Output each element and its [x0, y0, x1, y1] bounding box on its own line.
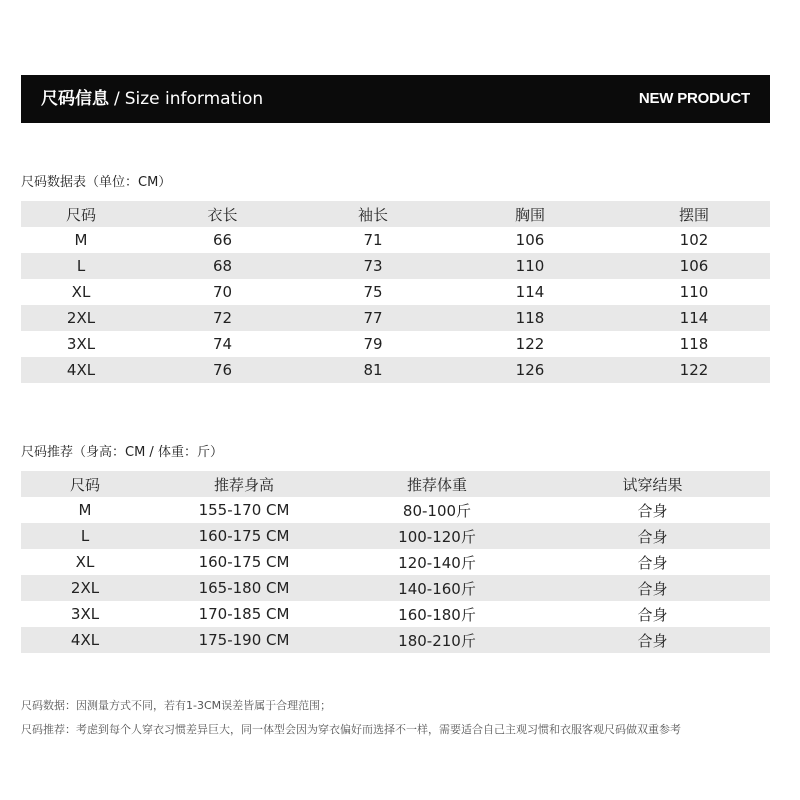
table-cell: 79 [363, 335, 383, 353]
table-header-row [21, 471, 770, 497]
table-cell: 120-140斤 [398, 553, 476, 572]
table-cell: 110 [442, 253, 618, 279]
table-cell: 合身 [637, 501, 668, 520]
table-row [21, 279, 770, 305]
table-cell: 106 [515, 231, 545, 249]
column-header: 尺码 [21, 471, 149, 497]
table-cell: 160-180斤 [398, 605, 476, 624]
notes-section [21, 694, 681, 742]
column-header: 胸围 [442, 201, 618, 227]
column-header: 衣长 [141, 201, 304, 227]
table-cell: 合身 [535, 627, 770, 653]
table-header-row [21, 201, 770, 227]
table-cell: 114 [618, 305, 770, 331]
table-cell: 4XL [21, 627, 149, 653]
table-cell: 180-210斤 [339, 627, 535, 653]
header-title-en: Size information [124, 89, 264, 109]
table-cell: 合身 [637, 553, 668, 572]
table-cell: 126 [442, 357, 618, 383]
note-recommendation: 尺码推荐：考虑到每个人穿衣习惯差异巨大，同一体型会因为穿衣偏好而选择不一样，需要适合自己主观习惯和衣服客观尺码做双重参考 [21, 723, 681, 736]
size-recommend-table [21, 471, 770, 653]
table-cell: 170-185 CM [198, 605, 290, 623]
table-row [21, 253, 770, 279]
column-header: 推荐体重 [339, 471, 535, 497]
table-cell: 合身 [535, 523, 770, 549]
table-cell: 合身 [535, 575, 770, 601]
table-cell: 2XL [21, 305, 141, 331]
column-header: 摆围 [618, 201, 770, 227]
table-cell: 74 [212, 335, 233, 353]
header-title [41, 75, 263, 123]
table-cell: 106 [618, 253, 770, 279]
table-cell: L [21, 253, 141, 279]
table-cell: 81 [304, 357, 442, 383]
header-title-cn: 尺码信息 [41, 89, 109, 109]
table-cell: 110 [679, 283, 709, 301]
table-cell: 71 [363, 231, 383, 249]
table-cell: 140-160斤 [339, 575, 535, 601]
table-cell: XL [71, 283, 91, 301]
table-cell: 114 [515, 283, 545, 301]
table-cell: 122 [515, 335, 545, 353]
table-cell: 72 [141, 305, 304, 331]
table-cell: 160-175 CM [149, 523, 339, 549]
table-cell: L [21, 523, 149, 549]
table-row [21, 305, 770, 331]
table-cell: 118 [442, 305, 618, 331]
header-banner [21, 75, 770, 123]
table-cell: M [78, 501, 92, 519]
table-cell: 70 [212, 283, 233, 301]
table-cell: 68 [141, 253, 304, 279]
table-cell: XL [75, 553, 95, 571]
table-row [21, 627, 770, 653]
table-cell: 122 [618, 357, 770, 383]
table-cell: 3XL [70, 605, 100, 623]
table-row [21, 497, 770, 523]
table-cell: 76 [141, 357, 304, 383]
column-header: 尺码 [21, 201, 141, 227]
table-cell: 155-170 CM [198, 501, 290, 519]
table-cell: M [74, 231, 88, 249]
recommend-table-title: 尺码推荐（身高：CM / 体重：斤） [21, 445, 223, 460]
table-cell: 100-120斤 [339, 523, 535, 549]
column-header: 推荐身高 [149, 471, 339, 497]
size-table-title: 尺码数据表（单位：CM） [21, 175, 172, 190]
table-row [21, 549, 770, 575]
table-row [21, 575, 770, 601]
table-cell: 2XL [21, 575, 149, 601]
table-cell: 160-175 CM [198, 553, 290, 571]
table-cell: 102 [679, 231, 709, 249]
table-row [21, 601, 770, 627]
table-cell: 4XL [21, 357, 141, 383]
column-header: 试穿结果 [535, 471, 770, 497]
table-cell: 3XL [66, 335, 96, 353]
table-row [21, 227, 770, 253]
table-row [21, 523, 770, 549]
table-cell: 118 [679, 335, 709, 353]
table-cell: 165-180 CM [149, 575, 339, 601]
size-data-table [21, 201, 770, 383]
table-cell: 合身 [637, 605, 668, 624]
table-cell: 80-100斤 [402, 501, 472, 520]
table-row [21, 331, 770, 357]
table-cell: 77 [304, 305, 442, 331]
table-cell: 73 [304, 253, 442, 279]
note-measurement: 尺码数据：因测量方式不同，若有1-3CM误差皆属于合理范围； [21, 699, 332, 712]
table-cell: 66 [212, 231, 233, 249]
table-cell: 175-190 CM [149, 627, 339, 653]
new-product-badge: NEW PRODUCT [638, 90, 750, 107]
column-header: 袖长 [304, 201, 442, 227]
table-row [21, 357, 770, 383]
header-title-separator: / [114, 89, 120, 109]
table-cell: 75 [363, 283, 383, 301]
